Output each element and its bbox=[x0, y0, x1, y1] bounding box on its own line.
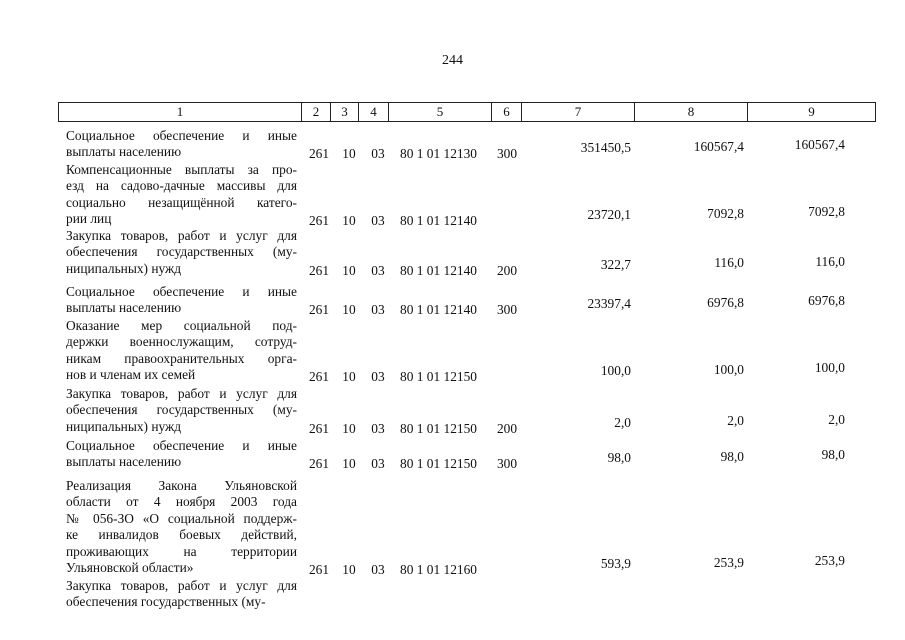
row-description bbox=[66, 228, 297, 277]
header-col-2: 2 bbox=[301, 102, 331, 122]
description-line: Социальное обеспечение и иные bbox=[66, 128, 297, 143]
cell-col-7: 98,0 bbox=[607, 450, 631, 466]
cell-col-8: 160567,4 bbox=[693, 138, 744, 154]
cell-col-6: 300 bbox=[496, 302, 518, 318]
description-line: держки военнослужащим, сотруд- bbox=[66, 334, 297, 350]
cell-col-4: 03 bbox=[371, 262, 385, 278]
cell-col-8: 98,0 bbox=[720, 448, 744, 464]
cell-col-9: 7092,8 bbox=[808, 204, 845, 220]
header-col-1: 1 bbox=[58, 102, 302, 122]
cell-col-3: 10 bbox=[342, 262, 356, 278]
cell-col-7: 23397,4 bbox=[587, 296, 631, 312]
description-line: выплаты населению bbox=[66, 300, 182, 316]
cell-col-7: 351450,5 bbox=[580, 140, 631, 156]
description-line: Оказание мер социальной под- bbox=[66, 318, 297, 333]
description-line: № 056-ЗО «О социальной поддерж- bbox=[66, 510, 297, 526]
cell-col-2: 261 bbox=[308, 369, 330, 385]
cell-col-9: 98,0 bbox=[821, 447, 845, 463]
cell-col-9: 100,0 bbox=[814, 360, 845, 376]
header-col-6: 6 bbox=[491, 102, 522, 122]
description-line: Закупка товаров, работ и услуг для bbox=[66, 386, 297, 401]
cell-col-9: 2,0 bbox=[828, 411, 845, 427]
cell-col-5: 80 1 01 12140 bbox=[400, 262, 477, 278]
header-col-3: 3 bbox=[330, 102, 359, 122]
cell-col-8: 2,0 bbox=[727, 413, 744, 429]
cell-col-9: 160567,4 bbox=[794, 137, 845, 153]
page-number: 244 bbox=[442, 53, 463, 68]
cell-col-5: 80 1 01 12150 bbox=[400, 456, 477, 472]
cell-col-2: 261 bbox=[308, 420, 330, 436]
description-line: Закупка товаров, работ и услуг для bbox=[66, 228, 297, 243]
cell-col-3: 10 bbox=[342, 562, 356, 577]
cell-col-6: 200 bbox=[496, 420, 518, 436]
table-header bbox=[58, 102, 876, 122]
description-line: выплаты населению bbox=[66, 454, 182, 470]
cell-col-6: 300 bbox=[496, 456, 518, 472]
cell-col-9: 116,0 bbox=[815, 253, 845, 269]
row-description bbox=[66, 478, 297, 576]
row-description bbox=[66, 578, 297, 611]
description-line: Компенсационные выплаты за про- bbox=[66, 162, 297, 177]
cell-col-4: 03 bbox=[371, 213, 385, 229]
cell-col-2: 261 bbox=[308, 562, 330, 577]
description-line: области от 4 ноября 2003 года bbox=[66, 494, 297, 510]
cell-col-5: 80 1 01 12140 bbox=[400, 213, 477, 229]
description-line: Социальное обеспечение и иные bbox=[66, 438, 297, 453]
cell-col-9: 6976,8 bbox=[808, 293, 845, 309]
cell-col-2: 261 bbox=[308, 262, 330, 278]
cell-col-5: 80 1 01 12150 bbox=[400, 369, 477, 385]
cell-col-4: 03 bbox=[371, 302, 385, 318]
cell-col-8: 253,9 bbox=[713, 554, 744, 570]
cell-col-4: 03 bbox=[371, 456, 385, 472]
cell-col-5: 80 1 01 12140 bbox=[400, 302, 477, 318]
row-description bbox=[66, 438, 297, 471]
header-col-5: 5 bbox=[388, 102, 492, 122]
description-line: обеспечения государственных (му- bbox=[66, 594, 266, 610]
cell-col-2: 261 bbox=[308, 213, 330, 229]
cell-col-3: 10 bbox=[342, 302, 356, 318]
row-description bbox=[66, 284, 297, 317]
description-line: Ульяновской области» bbox=[66, 560, 194, 576]
cell-col-7: 2,0 bbox=[614, 414, 631, 430]
cell-col-4: 03 bbox=[371, 562, 385, 577]
cell-col-9: 253,9 bbox=[814, 553, 845, 568]
description-line: выплаты населению bbox=[66, 144, 182, 160]
cell-col-2: 261 bbox=[308, 146, 330, 162]
cell-col-4: 03 bbox=[371, 146, 385, 162]
cell-col-5: 80 1 01 12150 bbox=[400, 420, 477, 436]
description-line: рии лиц bbox=[66, 211, 112, 227]
cell-col-5: 80 1 01 12160 bbox=[400, 562, 477, 577]
row-description bbox=[66, 128, 297, 161]
description-line: социально незащищённой катего- bbox=[66, 194, 297, 210]
cell-col-2: 261 bbox=[308, 456, 330, 472]
cell-col-7: 593,9 bbox=[600, 556, 631, 571]
description-line: ке инвалидов боевых действий, bbox=[66, 527, 297, 543]
cell-col-3: 10 bbox=[342, 420, 356, 436]
cell-col-3: 10 bbox=[342, 456, 356, 472]
row-description bbox=[66, 386, 297, 435]
cell-col-5: 80 1 01 12130 bbox=[400, 146, 477, 162]
cell-col-6: 200 bbox=[496, 262, 518, 278]
description-line: езд на садово-дачные массивы для bbox=[66, 178, 297, 194]
row-description bbox=[66, 162, 297, 228]
cell-col-7: 100,0 bbox=[600, 363, 631, 379]
description-line: ниципальных) нужд bbox=[66, 260, 182, 276]
cell-col-7: 322,7 bbox=[600, 256, 631, 272]
description-line: Реализация Закона Ульяновской bbox=[66, 478, 297, 493]
cell-col-8: 7092,8 bbox=[707, 205, 744, 221]
description-line: Закупка товаров, работ и услуг для bbox=[66, 578, 297, 593]
cell-col-4: 03 bbox=[371, 420, 385, 436]
description-line: ниципальных) нужд bbox=[66, 418, 182, 434]
description-line: обеспечения государственных (му- bbox=[66, 402, 297, 418]
cell-col-8: 100,0 bbox=[713, 361, 744, 377]
cell-col-2: 261 bbox=[308, 302, 330, 318]
cell-col-3: 10 bbox=[342, 213, 356, 229]
header-col-4: 4 bbox=[358, 102, 389, 122]
cell-col-8: 116,0 bbox=[714, 255, 744, 271]
cell-col-3: 10 bbox=[342, 369, 356, 385]
cell-col-4: 03 bbox=[371, 369, 385, 385]
description-line: проживающих на территории bbox=[66, 543, 297, 559]
description-line: Социальное обеспечение и иные bbox=[66, 284, 297, 299]
description-line: никам правоохранительных орга- bbox=[66, 350, 297, 366]
row-description bbox=[66, 318, 297, 384]
header-col-7: 7 bbox=[521, 102, 635, 122]
cell-col-6: 300 bbox=[496, 146, 518, 162]
description-line: нов и членам их семей bbox=[66, 367, 196, 383]
cell-col-8: 6976,8 bbox=[707, 294, 744, 310]
header-col-8: 8 bbox=[634, 102, 748, 122]
header-col-9: 9 bbox=[747, 102, 876, 122]
cell-col-7: 23720,1 bbox=[587, 207, 631, 223]
cell-col-3: 10 bbox=[342, 146, 356, 162]
description-line: обеспечения государственных (му- bbox=[66, 244, 297, 260]
